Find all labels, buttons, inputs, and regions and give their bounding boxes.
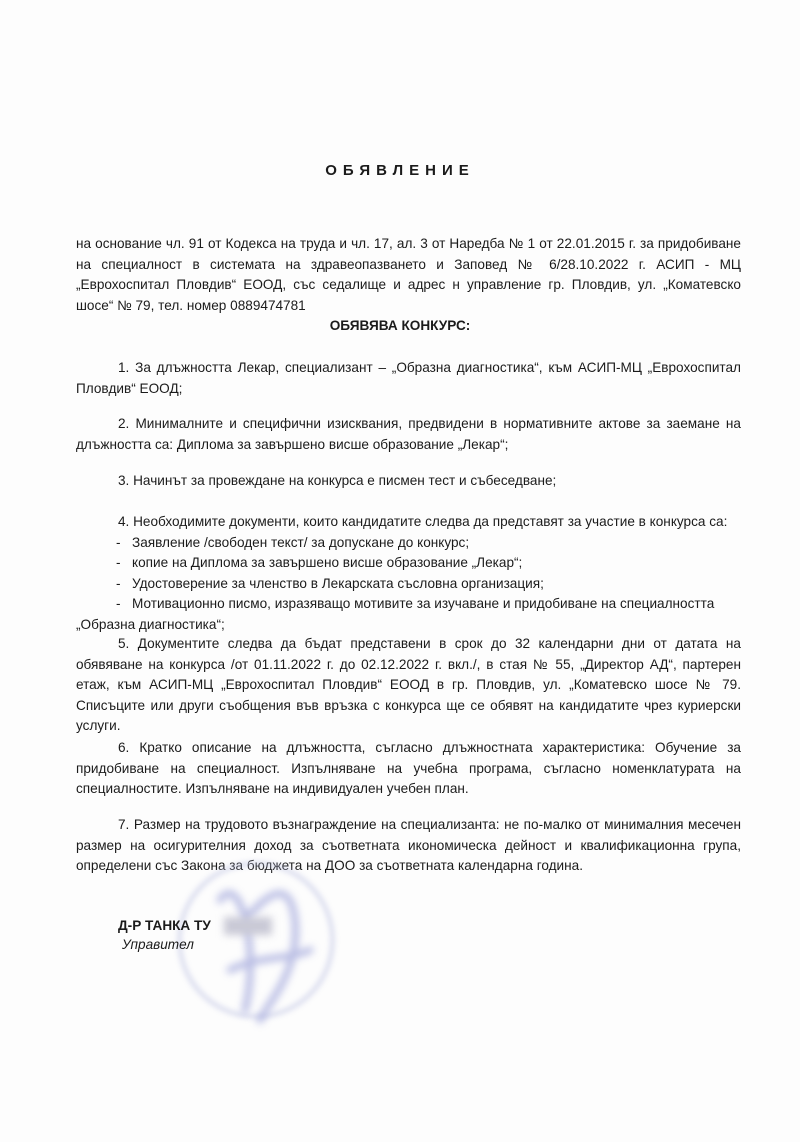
intro-text: на основание чл. 91 от Кодекса на труда и чл. 17, ал. 3 от Наредба № 1 от 22.01.2015 г. за придобиване на специалност в системата на здравеопазването и Заповед № 6/28.10.2022 г. АСИП - МЦ „Еврохоспитал Пловдив“ ЕООД, със седалище и адрес н управление гр. Пловдив, ул. „Коматевско шосе“ № 79, тел. номер 0889474781 [76, 236, 741, 313]
item-6-text: 6. Кратко описание на длъжността, съгласно длъжностната характеристика: Обучение за придобиване на специалност. Изпълняване на учебна програма, съгласно номенклатурата на специалностите. Изпълняване на индивидуален учебен план. [76, 740, 741, 796]
list-item-continuation: „Образна диагностика“; [76, 616, 225, 632]
list-item: - Мотивационно писмо, изразяващо мотивите за изучаване и придобиване на специалността [116, 596, 715, 611]
item-6 [76, 738, 741, 800]
documents-list [76, 533, 741, 636]
item-1-text: 1. За длъжността Лекар, специализант – „Образна диагностика“, към АСИП-МЦ „Еврохоспитал Пловдив“ ЕООД; [76, 360, 741, 396]
signatory-role: Управител [122, 937, 194, 952]
item-7-text: 7. Размер на трудовото възнаграждение на специализанта: не по-малко от минималния месечен размер на осигурителния доход за съответната икономическа дейност и квалификационна група, определени със Закона за бюджета на ДОО за съответната календарна година. [76, 817, 741, 873]
signatory-name: Д-Р ТАНКА ТУ [118, 918, 211, 933]
list-item: - Заявление /свободен текст/ за допускане до конкурс; [116, 534, 470, 550]
item-5 [76, 634, 741, 737]
item-2 [76, 414, 741, 455]
item-4-intro: 4. Необходимите документи, които кандидатите следва да представят за участие в конкурса са: [118, 514, 728, 529]
redacted-surname [224, 917, 272, 935]
item-2-text: 2. Минималните и специфични изисквания, предвидени в нормативните актове за заемане на длъжността са: Диплома за завършено висше образование „Лекар“; [76, 416, 741, 452]
item-4 [76, 512, 741, 635]
item-5-text: 5. Документите следва да бъдат представени в срок до 32 календарни дни от датата на обявяване на конкурса /от 01.11.2022 г. до 02.12.2022 г. вкл./, в стая № 55, „Директор АД“, партерен етаж, към АСИП-МЦ „Еврохоспитал Пловдив“ ЕООД в гр. Пловдив, ул. „Коматевско шосе № 79. Списъците или други съобщения във връзка с конкурса ще се обявят на кандидатите чрез куриерски услуги. [76, 636, 741, 733]
intro-paragraph [76, 234, 741, 316]
item-3-text: 3. Начинът за провеждане на конкурса е писмен тест и събеседване; [118, 473, 557, 488]
item-7 [76, 815, 741, 877]
item-1 [76, 358, 741, 399]
list-item: - Удостоверение за членство в Лекарската съсловна организация; [116, 575, 544, 591]
signature-icon [200, 860, 320, 1030]
document-title: ОБЯВЛЕНИЕ [325, 162, 475, 179]
item-3 [76, 471, 741, 492]
contest-heading: ОБЯВЯВА КОНКУРС: [329, 318, 471, 333]
list-item: - копие на Диплома за завършено висше образование „Лекар“; [116, 555, 523, 570]
